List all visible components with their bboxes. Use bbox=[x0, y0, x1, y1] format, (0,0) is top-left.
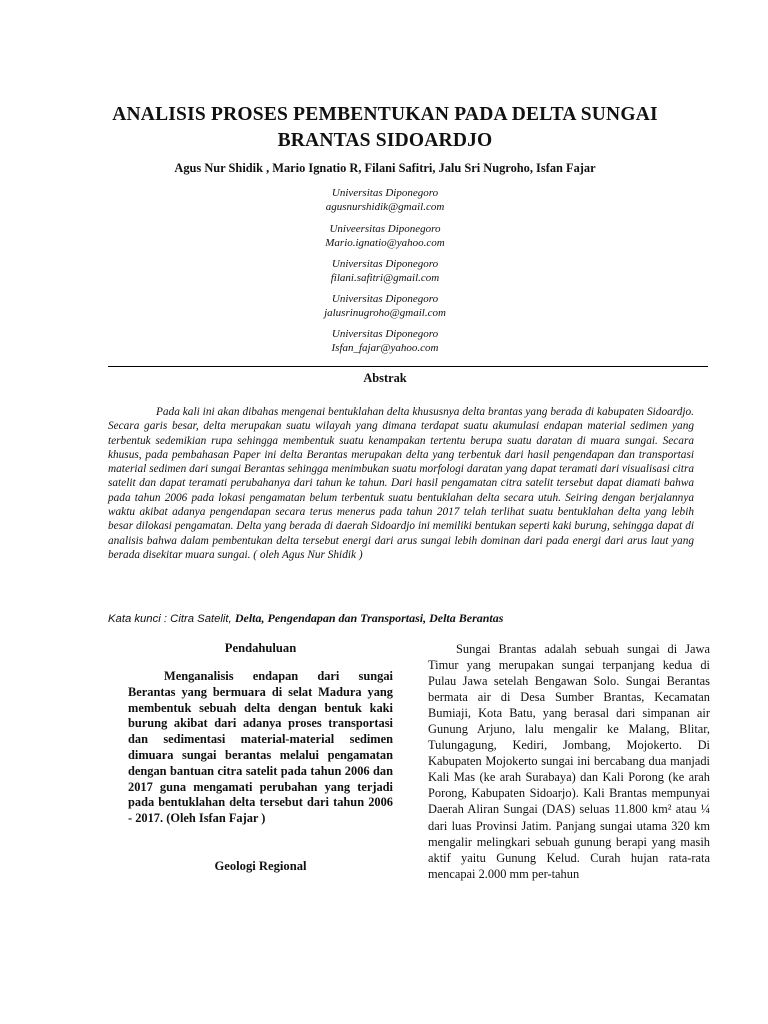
paper-title bbox=[60, 102, 710, 154]
pendahuluan-body bbox=[128, 669, 393, 827]
affiliation-institution: Univeersitas Diponegoro bbox=[329, 223, 441, 235]
keywords-label: Kata kunci : Citra Satelit, bbox=[108, 613, 235, 625]
section-heading-pendahuluan: Pendahuluan bbox=[224, 641, 297, 655]
affiliation-institution: Universitas Diponegoro bbox=[331, 258, 439, 270]
pendahuluan-text: Menganalisis endapan dari sungai Berantas yang bermuara di selat Madura yang membentuk sebuah delta dengan bentuk kaki burung akibat dari adanya proses transportasi dan sedimentasi material-material sedimen dimuara sungai berantas melalui pengamatan dengan bantuan citra satelit pada tahun 2006 dan 2017 guna mengamati perubahan yang terjadi pada bentuklahan delta tersebut dari tahun 2006 - 2017. (Oleh Isfan Fajar ) bbox=[128, 669, 393, 826]
affiliation-email: Isfan_fajar@yahoo.com bbox=[331, 342, 439, 354]
affiliation-email: filani.safitri@gmail.com bbox=[330, 272, 440, 284]
author-list: Agus Nur Shidik , Mario Ignatio R, Filani Safitri, Jalu Sri Nugroho, Isfan Fajar bbox=[174, 161, 596, 175]
abstract-text: Pada kali ini akan dibahas mengenai bentuklahan delta khususnya delta brantas yang berada di kabupaten Sidoardjo. Secara garis besar, delta merupakan suatu wilayah yang dimana terdapat suatu akumulasi endapan material sedimen yang terbentuk sedemikian rupa sehingga membentuk suatu kenampakan tertentu berupa suatu daratan di muara sungai. Secara khusus, pada pembahasan Paper ini delta Berantas merupakan delta yang terbentuk dari hasil pengendapan dan transportasi material sedimen dari sungai Berantas sehingga menimbukan suatu morfologi daratan yang dapat teramati dari visualisasi citra satelit dan dapat teramati perubahanya dari tahun ke tahun. Dari hasil pengamatan citra satelit tersebut dapat diamati bahwa pada tahun 2006 pada lokasi pengamatan belum terbentuk suatu bentuklahan delta secara utuh. Seiring dengan berjalannya waktu akibat adanya pengendapan secara terus menerus pada tahun 2017 telah terlihat suatu bentuklahan delta yang lebih besar dilokasi pengamatan. Delta yang berada di daerah Sidoardjo ini memiliki bentukan seperti kaki burung, sehingga dapat di analisis bahwa dalam pembentukan delta tersebut energi dari arus sungai lebih dominan dari pada energi dari arus laut yang berada disekitar muara sungai. ( oleh Agus Nur Shidik ) bbox=[108, 406, 694, 561]
affiliation-institution: Universitas Diponegoro bbox=[331, 293, 439, 305]
abstract-heading: Abstrak bbox=[363, 371, 407, 385]
affiliation-email: agusnurshidik@gmail.com bbox=[325, 201, 445, 213]
abstract-body bbox=[108, 405, 694, 562]
horizontal-rule bbox=[108, 366, 708, 367]
affiliation-institution: Universitas Diponegoro bbox=[331, 328, 439, 340]
affiliation-email: Mario.ignatio@yahoo.com bbox=[325, 237, 445, 249]
geologi-regional-text: Sungai Brantas adalah sebuah sungai di Jawa Timur yang merupakan sungai terpanjang kedua di Pulau Jawa setelah Bengawan Solo. Sungai Berantas bermata air di Desa Sumber Brantas, Kecamatan Bumiaji, Kota Batu, yang berasal dari simpanan air Gunung Arjuno, lalu mengalir ke Malang, Blitar, Tulungagung, Kediri, Jombang, Mojokerto. Di Kabupaten Mojokerto sungai ini bercabang dua manjadi Kali Mas (ke arah Surabaya) dan Kali Porong (ke arah Porong, Kabupaten Sidoarjo). Kali Brantas mempunyai Daerah Aliran Sungai (DAS) seluas 11.800 km² atau ¼ dari luas Provinsi Jatim. Panjang sungai utama 320 km mengalir melingkari sebuah gunung berapi yang masih aktif yaitu Gunung Kelud. Curah hujan rata-rata mencapai 2.000 mm per-tahun bbox=[428, 642, 710, 881]
paper-title-line-1: ANALISIS PROSES PEMBENTUKAN PADA DELTA SUNGAI bbox=[112, 104, 658, 125]
paper-title-line-2: BRANTAS SIDOARDJO bbox=[277, 130, 493, 151]
keywords-line bbox=[108, 611, 503, 626]
keywords-emphasis: Delta, Pengendapan dan Transportasi, Delta Berantas bbox=[234, 611, 504, 625]
affiliation-institution: Universitas Diponegoro bbox=[331, 187, 439, 199]
affiliation-block-3 bbox=[250, 257, 520, 285]
affiliation-block-2 bbox=[250, 222, 520, 250]
geologi-regional-body bbox=[428, 641, 710, 882]
affiliation-block-1 bbox=[250, 186, 520, 214]
affiliation-email: jalusrinugroho@gmail.com bbox=[324, 307, 446, 319]
affiliation-block-5 bbox=[250, 327, 520, 355]
section-heading-geologi-regional: Geologi Regional bbox=[214, 859, 307, 873]
affiliation-block-4 bbox=[250, 292, 520, 320]
